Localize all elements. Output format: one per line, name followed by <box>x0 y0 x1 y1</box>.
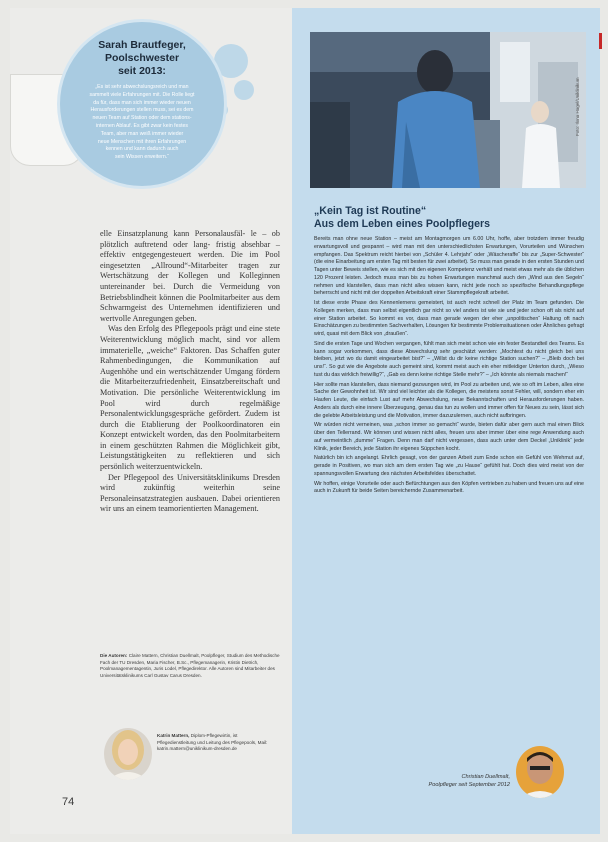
article-photo <box>310 32 586 188</box>
paragraph: Natürlich bin ich angelangt. Ehrlich gesagt, von der ganzen Arbeit zum Ende schon ein Gefühl von Wehmut auf, gerade in Positiven, wo man sich am dem ersten Tag wie „zu Hause“ gefühlt hat. Doch dies wird meist von der spannungsvollen Erwartung des nächsten Arbeitsfeldes überschattet. <box>314 455 584 477</box>
quote-circle <box>60 22 224 186</box>
photo-credit: Foto: Ilona Hagel/Uniklinikum <box>575 77 580 136</box>
paragraph: Wir würden nicht verneinen, was „schon immer so gemacht“ wurde, bieten dafür aber gern auch mal einen Blick über den Tellerrand. Wir können und wissen nicht alles, freuen uns aber immer über eine rege Anwendung auch auf vermeintlich „dumme“ Fragen. Denn man darf nicht vergessen, dass auch unter dem Deckel „Uniklinik“ jede Klinik, jeder Bereich, jede Station ihr eigenes Süppchen kocht. <box>314 422 584 452</box>
edge-marker <box>599 33 602 49</box>
signature-role: Poolpfleger seit September 2012 <box>428 781 510 788</box>
paragraph: elle Einsatzplanung kann Personalausfäl- le – ob plötzlich auftretend oder lang- fristig absehbar – effektiv entgegengesteuert werden. Die im Pool eingesetzten „Allround“-Mitarbeiter tragen zur Wertschätzung der Kollegen und Kolleginnen untereinander bei. Durch die Vermeidung von Betriebsblindheit können die Poolmitarbeiter aus dem Schwarmgeist des Unternehmen identifizieren und wertvolle Anregungen geben. <box>100 229 280 323</box>
hospital-hallway-photo <box>310 32 586 188</box>
paragraph: Wir hoffen, einige Vorurteile oder auch Befürchtungen aus den Köpfen vertrieben zu haben und freuen uns auf eine auch in Zukunft für beide Seiten bereichernde Zusammenarbeit. <box>314 480 584 495</box>
paragraph: Bereits man ohne neue Station – meist am Montagmorgen um 6.00 Uhr, hoffe, aber trotzdem immer freudig erwartungsvoll und gespannt – wird man mit den unterschiedlichsten Erwartungen, Vorurteilen und Wünschen empfangen. Das Spektrum reicht hierbei von „Schüler 4. Lehrjahr“ oder „Wäscheraffe“ bis zur „Super-Schwester“ (die eine Einarbeitung am ersten Tag mit besten für zwei arbeitet). So muss man gerade in den ersten Stunden und Tagen unter Beweis stellen, wie es sich mit den eigenen Kompetenz verhält und meist etwas mehr als die üblichen 120 Prozent leisten. Jedoch muss man bis zu hohen Erwartungen manchmal auch den „Wind aus den Segeln“ nehmen und klarstellen, dass man nicht alles wissen kann, nicht jede noch so spezifische Behandlungspflege beherrscht und nicht mit der doppelten Arbeitskraft einer Stammpflegekraft arbeitet. <box>314 236 584 297</box>
author-photo-image <box>516 746 564 798</box>
article-signature <box>420 774 510 789</box>
quote-text: „Es ist sehr abwechslungsreich und man sammelt viele Erfahrungen mit. Die Rolle liegt da für, dass man sich immer wieder neuen Herausforderungen stellen muss, sei es dem neuen Team auf Station oder dem stations- internen Ablauf. Es gibt zwar kein festes Team, aber man weiß immer wieder neue Menschen mit ihren Erfahrungen kennen und kann dadurch auch sein Wissen erweitern.“ <box>89 84 195 161</box>
quote-title: Sarah Brautfeger, Poolschwester seit 2013: <box>98 39 186 77</box>
authors-text: Claire Mattern, Christian Duellmalt, Poolpfleger, Studium des Methodische Fach der TU Dresden, Maria Fischer, B.Sc., Pflegemanagerin, Kristin Dietrich, Poolmanagementagentin, Juris Lodel, Pflegedirektor. Alle Autoren sind Mitarbeiter des Universitätsklinikums Carl Gustav Carus Dresden. <box>100 653 280 678</box>
paragraph: Der Pflegepool des Universitätsklinikums Dresden wird zukünftig weiterhin seine Personaleinsatzstrategien ausbauen. Dabei orientieren wir uns an einem teamorientierten Management. <box>100 472 280 514</box>
signature-name: Christian Duellmalt, <box>461 774 510 780</box>
article-headline: „Kein Tag ist Routine“ Aus dem Leben eines Poolpflegers <box>314 205 491 230</box>
paragraph: Hier sollte man klarstellen, dass niemand gezwungen wird, im Pool zu arbeiten und, wie so oft im Leben, alles eine Sache der Gewohnheit ist. Wir sind viel leichter als die Kollegen, die meistens sonst Fehler, will, sondern eher ein Haufen Leute, die einfach Lust auf mehr Abwechslung, neue Bekanntschaften und Herausforderungen haben. Anders als durch eine innere Überzeugung, genau das tun zu wollen und immer offen für Neues zu sein, lässt sich die gelebte Arbeitsleistung und die Motivation, immer dazuzulernen, auch nicht aufbringen. <box>314 381 584 419</box>
left-body-text <box>100 229 280 515</box>
article-body <box>314 236 584 498</box>
authors-note <box>100 653 280 679</box>
paragraph: Ist diese erste Phase des Kennenlernens gemeistert, ist auch recht schnell der Platz im Team gefunden. Die Kollegen merken, dass man selbst eigentlich gar nicht so viel anders ist wie sie und jeder schon oft als nicht auf einer Station arbeitet. So kommt es vor, dass man gerade wegen der eher „unpolitischen“ Haltung oft nach Einschätzungen zu bestimmten Sachverhalten, Lösungen für bestimmte Problemsituationen oder Ähnliches gefragt wird, quasi mit dem Blick von „draußen“. <box>314 300 585 337</box>
author-bio-name: Katrin Mattern, <box>157 733 190 738</box>
paragraph: Sind die ersten Tage und Wochen vergangen, fühlt man sich meist schon wie ein fester Bestandteil des Teams. Es kann sogar vorkommen, dass diese Abwechslung sehr geschätzt werden: „Mochtest du nicht gleich bei uns bleiben, jetzt wo du damit eingearbeitet bist?“ – „Willst du dir keine richtige Station suchen?“ – „Bleib doch bei uns!“. So gut wie die Angebote auch gemeint sind, kommt meist auch ein eher mitleidiger Unterton durch, „Wieso tust du das wirklich freiwillig?“, „Gab es denn keine richtige Stelle mehr?“ – „Ich könnte als niemals machen!“ <box>314 340 584 378</box>
author-photo <box>104 728 152 780</box>
decorative-bubble <box>234 80 254 100</box>
authors-label: Die Autoren: <box>100 653 128 658</box>
author-bio <box>157 733 277 753</box>
author-photo-image <box>104 728 152 780</box>
author-bio-text: Diplom-Pflegewirtin, ist Pflegedienstleitung und Leitung des Pflegepools, Mail: katrin.mattern@uniklinikum-dresden.de <box>157 733 268 752</box>
page-number: 74 <box>62 796 75 808</box>
paragraph: Was den Erfolg des Pflegepools prägt und eine stete Weiterentwicklung möglich macht, sind vor allem immaterielle, „weiche“ Faktoren. Das Schaffen guter Rahmenbedingungen, die Kommunikation auf Augenhöhe und ein wertschätzender Umgang fördern die Mitarbeiterzufriedenheit, Einsatzbereitschaft und Motivation. Die persönliche Weiterentwicklung im Pool wird durch regelmäßige Personalentwicklungsgespräche gefördert. Zudem ist durch die Etablierung der Poolkoordinatoren ein Konzept entwickelt worden, das den Poolmitarbeitern in einem geschützten Rahmen die Möglichkeit gibt, Leistungstätigkeiten zu reflektieren und sich persönlich weiterzuentwickeln. <box>100 324 280 472</box>
author-photo <box>516 746 564 798</box>
